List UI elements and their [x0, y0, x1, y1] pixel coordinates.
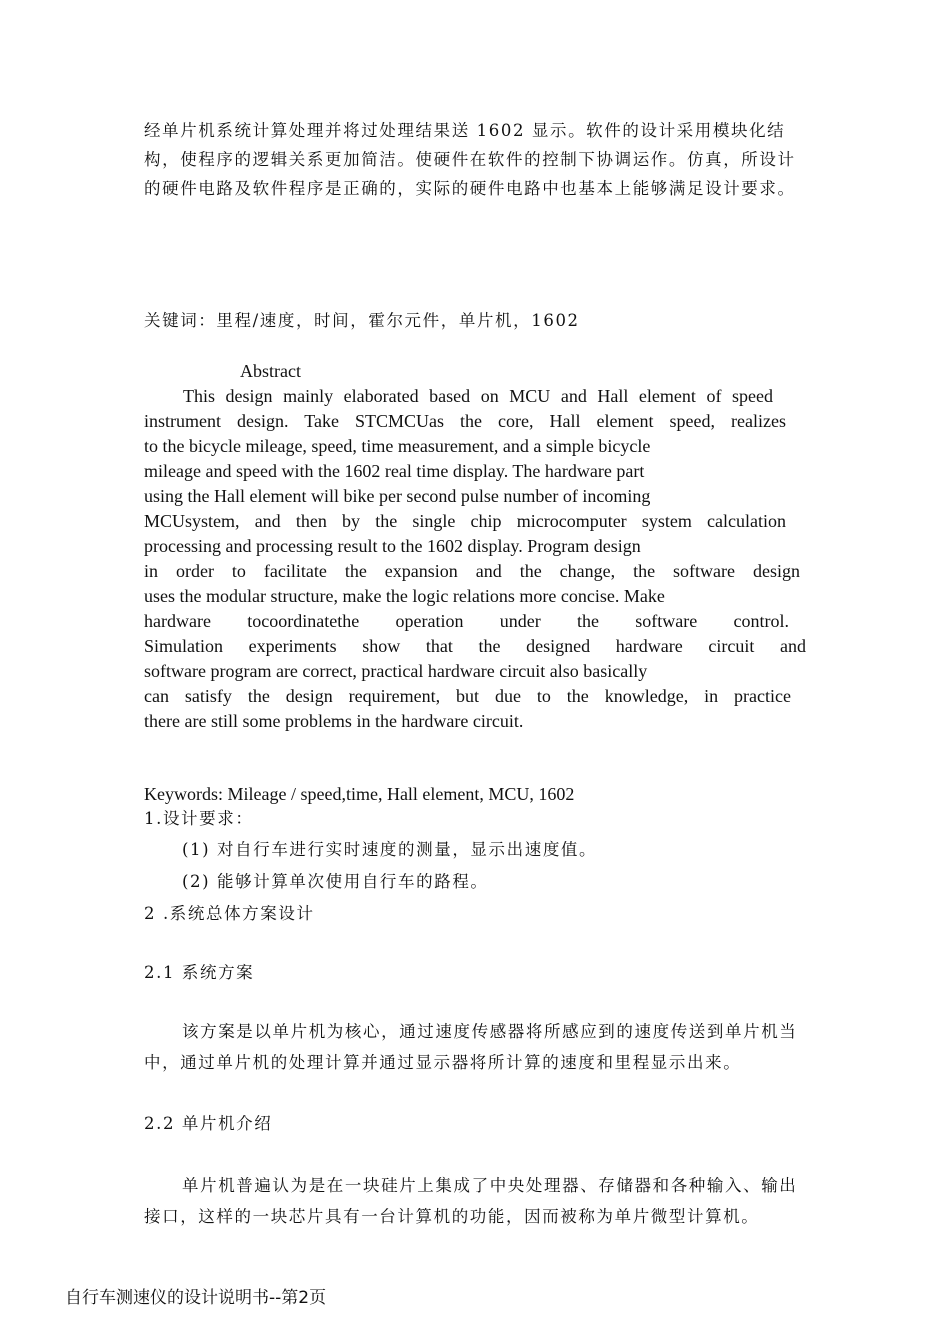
- abstract-line: in order to facilitate the expansion and the change, the software design: [144, 561, 800, 581]
- abstract-line: This design mainly elaborated based on MCU and Hall element of speed: [183, 386, 773, 406]
- abstract-line: MCUsystem, and then by the single chip microcomputer system calculation: [144, 511, 786, 531]
- abstract-title: Abstract: [240, 361, 301, 381]
- abstract-line: hardware tocoordinatethe operation under the software control.: [144, 611, 789, 631]
- requirement-item: (1) 对自行车进行实时速度的测量，显示出速度值。: [182, 840, 598, 859]
- requirement-item: (2) 能够计算单次使用自行车的路程。: [182, 872, 489, 891]
- abstract-line: instrument design. Take STCMCUas the core, Hall element speed, realizes: [144, 411, 786, 431]
- section-2-1-heading: 2.1 系统方案: [144, 963, 255, 982]
- abstract-line: software program are correct, practical hardware circuit also basically: [144, 661, 648, 681]
- abstract-line: uses the modular structure, make the logic relations more concise. Make: [144, 586, 665, 606]
- abstract-line: can satisfy the design requirement, but due to the knowledge, in practice: [144, 686, 791, 706]
- system-scheme-paragraph: 该方案是以单片机为核心，通过速度传感器将所感应到的速度传送到单片机当中，通过单片机的处理计算并通过显示器将所计算的速度和里程显示出来。: [144, 1022, 798, 1072]
- section-1-heading: 1.设计要求：: [144, 809, 254, 828]
- abstract-line: mileage and speed with the 1602 real time display. The hardware part: [144, 461, 645, 481]
- abstract-line: processing and processing result to the 1602 display. Program design: [144, 536, 641, 556]
- abstract-line: using the Hall element will bike per second pulse number of incoming: [144, 486, 651, 506]
- section-2-heading: 2 .系统总体方案设计: [144, 904, 315, 923]
- abstract-line: to the bicycle mileage, speed, time measurement, and a simple bicycle: [144, 436, 651, 456]
- mcu-intro-paragraph: 单片机普遍认为是在一块硅片上集成了中央处理器、存储器和各种输入、输出接口，这样的一块芯片具有一台计算机的功能，因而被称为单片微型计算机。: [144, 1176, 798, 1226]
- page-footer: 自行车测速仪的设计说明书--第2页: [65, 1288, 327, 1308]
- abstract-body: [144, 384, 810, 734]
- keywords-english: Keywords: Mileage / speed,time, Hall element, MCU, 1602: [144, 784, 575, 804]
- section-2-2-heading: 2.2 单片机介绍: [144, 1114, 273, 1133]
- summary-paragraph: 经单片机系统计算处理并将过处理结果送 1602 显示。软件的设计采用模块化结构，使程序的逻辑关系更加简洁。使硬件在软件的控制下协调运作。仿真，所设计的硬件电路及软件程序是正确的，实际的硬件电路中也基本上能够满足设计要求。: [144, 121, 796, 198]
- abstract-line: Simulation experiments show that the designed hardware circuit and: [144, 636, 806, 656]
- abstract-line: there are still some problems in the hardware circuit.: [144, 711, 524, 731]
- keywords-chinese: 关键词：里程/速度，时间，霍尔元件，单片机，1602: [144, 311, 580, 330]
